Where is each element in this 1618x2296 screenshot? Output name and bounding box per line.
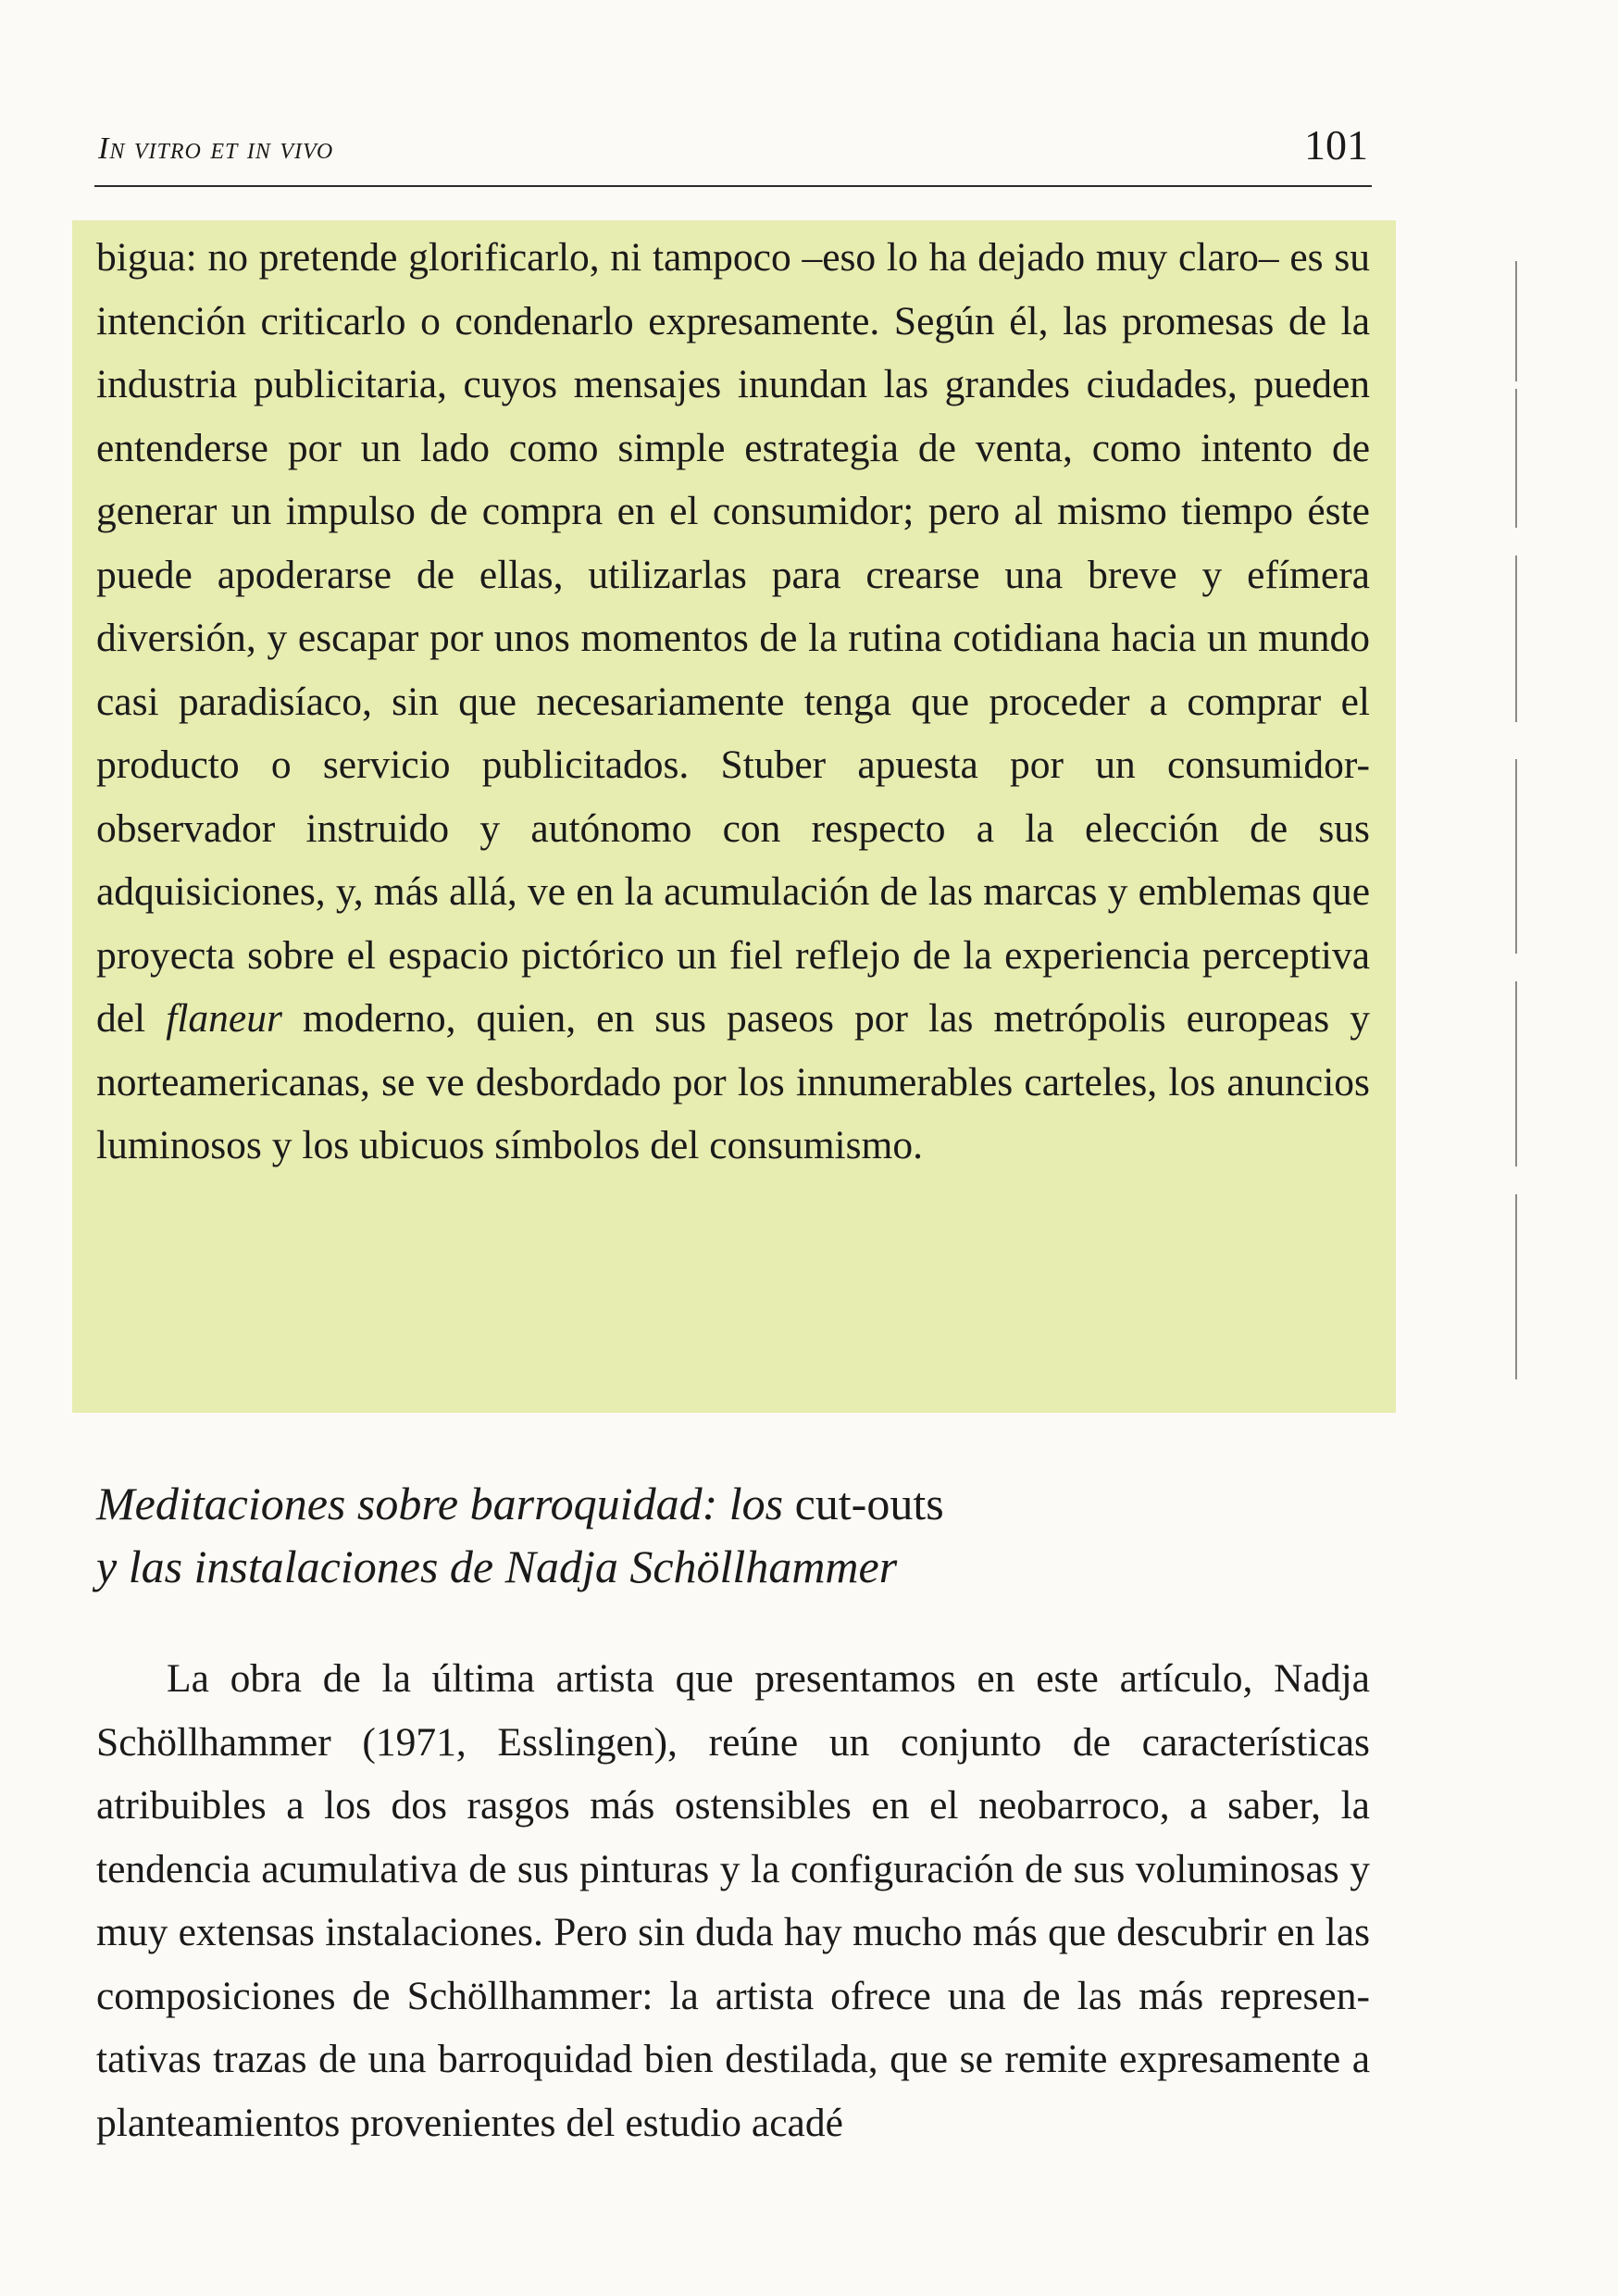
margin-mark bbox=[1515, 261, 1517, 381]
paragraph-1-text: bigua: no pretende glorificarlo, ni tampoco –eso lo ha dejado muy claro– es su intención criticarlo o condenarlo expresamente. Según él, las promesas de la industria publicitaria, cuyos mensajes inundan las grandes ciudades, pueden entenderse por un lado como simple estrategia de venta, como intento de generar un impulso de compra en el consumidor; pero al mismo tiempo éste puede apoderarse de ellas, utilizarlas para crearse una breve y efímera diversión, y escapar por unos momentos de la rutina cotidiana hacia un mundo casi paradisíaco, sin que necesariamente tenga que proceder a comprar el producto o servicio publicitados. Stuber apuesta por un consumidor-observador instruido y autónomo con respecto a la elección de sus adquisiciones, y, más allá, ve en la acumulación de las marcas y emblemas que proyecta sobre el espacio pictórico un fiel reflejo de la experiencia perceptiva del bbox=[96, 235, 1370, 1041]
flaneur-italic: flaneur bbox=[166, 996, 282, 1041]
heading-roman: cut-outs bbox=[794, 1478, 944, 1529]
margin-mark bbox=[1515, 555, 1517, 722]
running-head bbox=[94, 119, 1372, 187]
running-head-title: In vitro et in vivo bbox=[98, 131, 334, 166]
heading-italic-2: y las instalaciones de Nadja Schöllhammer bbox=[96, 1541, 898, 1592]
margin-mark bbox=[1515, 389, 1517, 528]
heading-italic-1: Meditaciones sobre barroquidad: los bbox=[96, 1478, 795, 1529]
page-number: 101 bbox=[1304, 121, 1368, 168]
margin-mark bbox=[1515, 981, 1517, 1167]
section-heading bbox=[96, 1472, 1370, 1598]
margin-mark bbox=[1515, 759, 1517, 954]
paragraph-2: La obra de la última artista que presentamos en este artículo, Nadja Schöllhammer (1971, Esslingen), reúne un conjunto de características atribuibles a los dos rasgos más ostensibles en el neobarroco, a saber, la tendencia acumulativa de sus pinturas y la configuración de sus voluminosas y muy extensas instalaciones. Pero sin duda hay mucho más que descubrir en las composiciones de Schöllhammer: la artista ofrece una de las más representativas trazas de una barroquidad bien destilada, que se remite expresamente a planteamientos provenientes del estudio acadé bbox=[96, 1656, 1370, 2145]
paragraph-1 bbox=[96, 226, 1370, 1178]
paragraph-1-end: moderno, quien, en sus paseos por las metrópolis europeas y norteamericanas, se ve desbordado por los innumerables carteles, los anuncios luminosos y los ubicuos símbolos del consumismo. bbox=[96, 996, 1370, 1167]
margin-mark bbox=[1515, 1194, 1517, 1379]
